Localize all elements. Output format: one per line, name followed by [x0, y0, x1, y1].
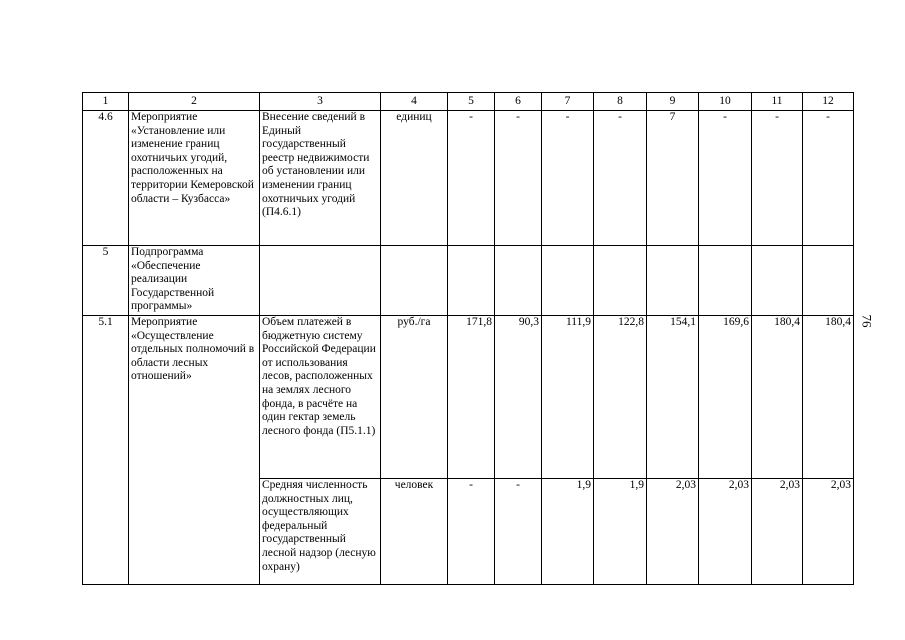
- value-cell: [752, 246, 803, 316]
- value-cell: -: [752, 111, 803, 246]
- header-cell: 12: [803, 93, 854, 111]
- event-cell: Мероприятие «Осуществление отдельных полномочий в области лесных отношений»: [129, 316, 260, 585]
- value-cell: [542, 246, 594, 316]
- value-cell: 7: [647, 111, 699, 246]
- value-cell: [803, 246, 854, 316]
- page-number: 76: [859, 314, 875, 328]
- value-cell: 169,6: [699, 316, 752, 479]
- value-cell: -: [448, 111, 495, 246]
- value-cell: [495, 246, 542, 316]
- unit-cell: [381, 246, 448, 316]
- header-cell: 4: [381, 93, 448, 111]
- value-cell: 180,4: [803, 316, 854, 479]
- row-number: 5: [83, 246, 129, 316]
- header-cell: 7: [542, 93, 594, 111]
- value-cell: 171,8: [448, 316, 495, 479]
- value-cell: -: [542, 111, 594, 246]
- table-row: [83, 316, 854, 479]
- row-number: 5.1: [83, 316, 129, 585]
- indicator-cell: Внесение сведений в Единый государственный реестр недвижимости об установлении или изменении границ охотничьих угодий (П4.6.1): [260, 111, 381, 246]
- value-cell: -: [803, 111, 854, 246]
- value-cell: [647, 246, 699, 316]
- value-cell: 180,4: [752, 316, 803, 479]
- header-cell: 8: [594, 93, 647, 111]
- value-cell: 90,3: [495, 316, 542, 479]
- row-number: 4.6: [83, 111, 129, 246]
- event-cell: Мероприятие «Установление или изменение границ охотничьих угодий, расположенных на территории Кемеровской области – Кузбасса»: [129, 111, 260, 246]
- header-cell: 3: [260, 93, 381, 111]
- value-cell: 122,8: [594, 316, 647, 479]
- value-cell: 111,9: [542, 316, 594, 479]
- value-cell: -: [495, 479, 542, 585]
- value-cell: 154,1: [647, 316, 699, 479]
- event-cell: Подпрограмма «Обеспечение реализации Государственной программы»: [129, 246, 260, 316]
- value-cell: -: [448, 479, 495, 585]
- value-cell: [699, 246, 752, 316]
- unit-cell: единиц: [381, 111, 448, 246]
- value-cell: 1,9: [594, 479, 647, 585]
- header-cell: 1: [83, 93, 129, 111]
- indicator-cell: Средняя численность должностных лиц, осуществляющих федеральный государственный лесной надзор (лесную охрану): [260, 479, 381, 585]
- header-row: [83, 93, 854, 111]
- header-cell: 9: [647, 93, 699, 111]
- value-cell: 2,03: [647, 479, 699, 585]
- header-cell: 2: [129, 93, 260, 111]
- indicator-cell: Объем платежей в бюджетную систему Российской Федерации от использования лесов, расположенных на землях лесного фонда, в расчёте на один гектар земель лесного фонда (П5.1.1): [260, 316, 381, 479]
- value-cell: 2,03: [699, 479, 752, 585]
- value-cell: [448, 246, 495, 316]
- value-cell: -: [699, 111, 752, 246]
- value-cell: 2,03: [803, 479, 854, 585]
- header-cell: 5: [448, 93, 495, 111]
- indicator-cell: [260, 246, 381, 316]
- value-cell: -: [495, 111, 542, 246]
- header-cell: 11: [752, 93, 803, 111]
- unit-cell: человек: [381, 479, 448, 585]
- value-cell: [594, 246, 647, 316]
- header-cell: 6: [495, 93, 542, 111]
- value-cell: -: [594, 111, 647, 246]
- unit-cell: руб./га: [381, 316, 448, 479]
- program-indicators-table: [82, 92, 854, 585]
- value-cell: 1,9: [542, 479, 594, 585]
- value-cell: 2,03: [752, 479, 803, 585]
- table-row: [83, 111, 854, 246]
- header-cell: 10: [699, 93, 752, 111]
- table-row: [83, 246, 854, 316]
